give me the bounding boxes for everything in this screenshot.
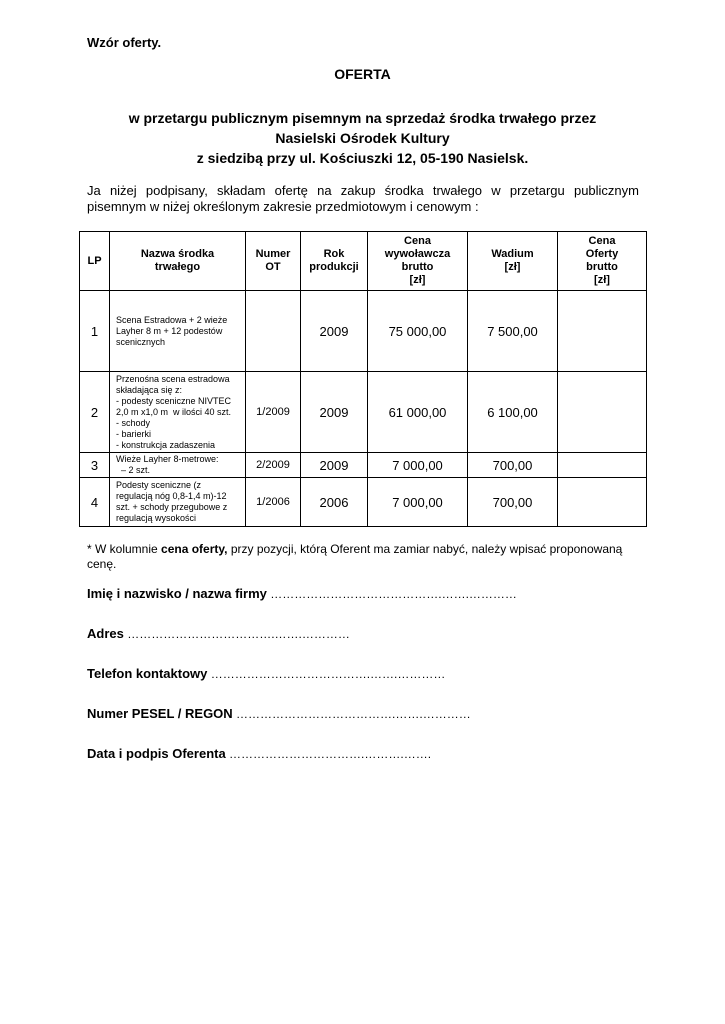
header-rok: Rok produkcji (301, 232, 368, 291)
field-label: Adres (87, 626, 124, 641)
field-phone[interactable] (87, 666, 445, 681)
cell-ot: 2/2009 (246, 453, 301, 478)
cell-name: Wieże Layher 8-metrowe: – 2 szt. (110, 453, 246, 478)
cell-lp: 1 (80, 291, 110, 372)
table-header-row (80, 232, 647, 291)
cell-rok: 2009 (301, 453, 368, 478)
document-title: OFERTA (334, 66, 391, 82)
fill-line[interactable]: …………………………………….…….………… (266, 587, 517, 601)
cell-wadium: 7 500,00 (468, 291, 558, 372)
cell-rok: 2009 (301, 372, 368, 453)
document-subtitle (60, 108, 665, 168)
cell-cena: 61 000,00 (368, 372, 468, 453)
intro-paragraph: Ja niżej podpisany, składam ofertę na zakup środka trwałego w przetargu publicznym pisemnym w niżej określonym zakresie przedmiotowym i cenowym : (87, 183, 639, 214)
cell-cena: 75 000,00 (368, 291, 468, 372)
fill-line[interactable]: …………………………….……….……. (225, 747, 432, 761)
fill-line[interactable]: ……………………………….…….………… (123, 627, 350, 641)
offer-table (79, 231, 647, 527)
subtitle-line: z siedzibą przy ul. Kościuszki 12, 05-190 Nasielsk. (196, 150, 529, 166)
cell-lp: 4 (80, 478, 110, 527)
footnote: * W kolumnie cena oferty, przy pozycji, którą Oferent ma zamiar nabyć, należy wpisać proponowaną cenę. (87, 542, 623, 571)
header-name: Nazwa środka trwałego (110, 232, 246, 291)
field-label: Imię i nazwisko / nazwa firmy (87, 586, 267, 601)
cell-oferta-input[interactable] (558, 453, 647, 478)
cell-name: Scena Estradowa + 2 wieże Layher 8 m + 12 podestów scenicznych (110, 291, 246, 372)
field-label: Telefon kontaktowy (87, 666, 208, 681)
cell-lp: 3 (80, 453, 110, 478)
fill-line[interactable]: ………………………………….…….………… (207, 667, 446, 681)
header-lp: LP (80, 232, 110, 291)
document-label: Wzór oferty. (87, 35, 162, 50)
cell-wadium: 700,00 (468, 453, 558, 478)
field-name[interactable] (87, 586, 517, 601)
field-label: Data i podpis Oferenta (87, 746, 226, 761)
cell-wadium: 6 100,00 (468, 372, 558, 453)
cell-name: Podesty sceniczne (z regulacją nóg 0,8-1,4 m)-12 szt. + schody przegubowe z regulacją wysokości (110, 478, 246, 527)
table-row (80, 453, 647, 478)
table-row (80, 372, 647, 453)
field-date-signature[interactable] (87, 746, 431, 761)
cell-ot: 1/2009 (246, 372, 301, 453)
cell-oferta-input[interactable] (558, 372, 647, 453)
cell-ot: 1/2006 (246, 478, 301, 527)
cell-ot (246, 291, 301, 372)
header-cena: Cena wywoławcza brutto [zł] (368, 232, 468, 291)
table-row (80, 478, 647, 527)
cell-cena: 7 000,00 (368, 453, 468, 478)
subtitle-line: w przetargu publicznym pisemnym na sprzedaż środka trwałego przez (128, 110, 597, 126)
field-label: Numer PESEL / REGON (87, 706, 233, 721)
header-ot: Numer OT (246, 232, 301, 291)
cell-name: Przenośna scena estradowa składająca się z: - podesty sceniczne NIVTEC 2,0 m x1,0 m w ilości 40 szt. - schody - barierki - konstrukcja zadaszenia (110, 372, 246, 453)
cell-oferta-input[interactable] (558, 291, 647, 372)
cell-wadium: 700,00 (468, 478, 558, 527)
cell-cena: 7 000,00 (368, 478, 468, 527)
fill-line[interactable]: ………………………………….…….………… (232, 707, 471, 721)
cell-rok: 2009 (301, 291, 368, 372)
cell-rok: 2006 (301, 478, 368, 527)
cell-oferta-input[interactable] (558, 478, 647, 527)
header-oferta: Cena Oferty brutto [zł] (558, 232, 647, 291)
field-address[interactable] (87, 626, 350, 641)
cell-lp: 2 (80, 372, 110, 453)
subtitle-line: Nasielski Ośrodek Kultury (275, 130, 450, 146)
field-pesel-regon[interactable] (87, 706, 471, 721)
header-wadium: Wadium [zł] (468, 232, 558, 291)
table-row (80, 291, 647, 372)
